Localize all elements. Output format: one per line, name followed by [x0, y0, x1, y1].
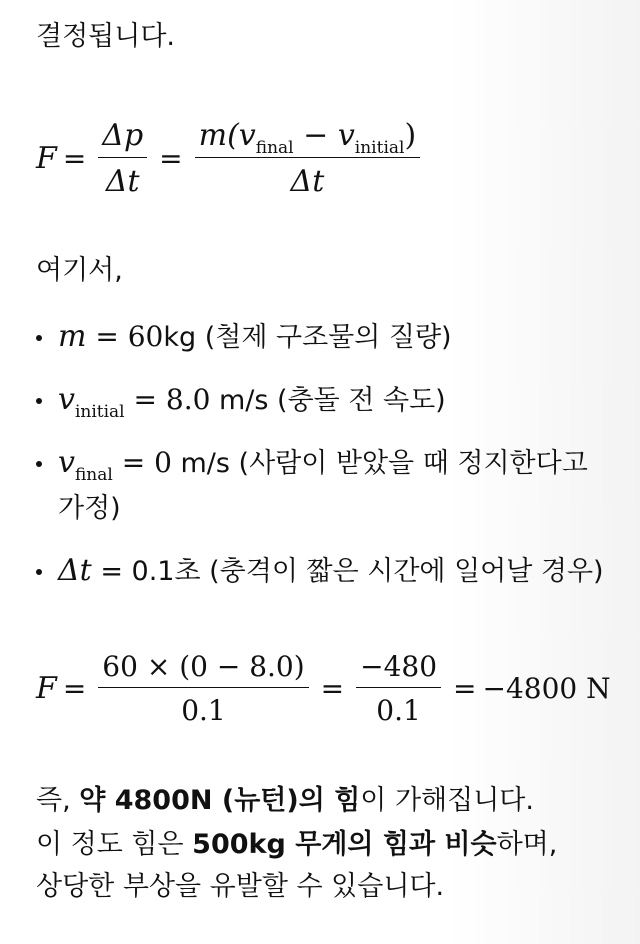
- bullet-v-final-text: m/s (사람이 받았을 때 정지한다고: [171, 448, 588, 479]
- conclusion-l1-c: 이 가해집니다.: [360, 785, 534, 816]
- bullet-dot: [36, 461, 42, 467]
- force-calculation-formula: [36, 650, 611, 727]
- formula2-eq2: =: [320, 672, 345, 705]
- formula1-fraction-2: [195, 118, 421, 199]
- bullet-v-initial-text: m/s (충돌 전 속도): [210, 385, 446, 416]
- bullet-mass: [36, 318, 452, 357]
- bullet-dot: [36, 335, 42, 341]
- formula1-frac1-denominator: Δt: [105, 164, 140, 199]
- formula2-eq1: =: [62, 672, 87, 705]
- conclusion-l1-bold: 약 4800N (뉴턴)의 힘: [79, 785, 361, 816]
- bullet-mass-text: kg (철제 구조물의 질량): [163, 322, 452, 353]
- bullet-mass-var: m: [58, 319, 87, 354]
- formula2-eq3: =: [453, 672, 477, 705]
- conclusion-l2-c: 하며,: [496, 829, 558, 860]
- bullet-v-final-eq: = 0: [112, 446, 172, 479]
- formula1-fraction-1: [98, 118, 147, 199]
- formula1-frac2-denominator: Δt: [290, 164, 325, 199]
- formula2-result: −4800 N: [482, 672, 611, 705]
- formula1-frac1-numerator: Δp: [98, 118, 147, 158]
- bullet-delta-t-var: Δt: [58, 553, 92, 588]
- bullet-v-initial-eq: = 8.0: [124, 383, 211, 416]
- formula2-frac2-numerator: −480: [356, 650, 441, 688]
- bullet-mass-eq: = 60: [86, 320, 164, 353]
- formula2-frac1-denominator: 0.1: [181, 694, 226, 727]
- bullet-dot: [36, 569, 42, 575]
- formula1-eq1: =: [62, 142, 87, 175]
- formula1-lhs: F: [36, 141, 57, 176]
- formula2-frac2-denominator: 0.1: [376, 694, 421, 727]
- conclusion-line-1: [36, 782, 534, 820]
- impulse-formula: [36, 118, 426, 199]
- formula1-frac2-prefix: m(v: [198, 118, 256, 153]
- formula2-fraction-1: [98, 650, 308, 727]
- formula2-frac1-numerator: 60 × (0 − 8.0): [98, 650, 308, 688]
- bullet-v-initial-var: v: [58, 382, 75, 417]
- formula2-lhs: F: [36, 671, 57, 706]
- conclusion-l2-bold: 500kg 무게의 힘과 비슷: [192, 829, 497, 860]
- formula1-frac2-suffix: ): [404, 118, 417, 153]
- intro-text-line: 결정됩니다.: [36, 21, 175, 52]
- formula1-frac2-sub-initial: initial: [354, 138, 405, 158]
- conclusion-l2-a: 이 정도 힘은: [36, 829, 193, 860]
- formula1-frac2-numerator: [195, 118, 421, 158]
- bullet-v-final-continuation: 가정): [58, 493, 121, 524]
- conclusion-line-3: 상당한 부상을 유발할 수 있습니다.: [36, 871, 445, 902]
- bullet-v-final-sub: final: [74, 465, 113, 485]
- formula1-frac2-mid: − v: [293, 118, 355, 153]
- bullet-delta-t: [36, 552, 604, 591]
- conclusion-l1-a: 즉,: [36, 785, 80, 816]
- formula2-fraction-2: [356, 650, 441, 727]
- bullet-delta-t-text: = 0.1초 (충격이 짧은 시간에 일어날 경우): [91, 556, 604, 587]
- bullet-v-final-var: v: [58, 445, 75, 480]
- where-label: 여기서,: [36, 255, 123, 286]
- bullet-dot: [36, 398, 42, 404]
- conclusion-line-2: [36, 826, 557, 864]
- formula1-frac2-sub-final: final: [255, 138, 294, 158]
- formula1-eq2: =: [159, 142, 183, 175]
- bullet-v-initial: [36, 381, 446, 423]
- bullet-v-initial-sub: initial: [74, 402, 125, 422]
- bullet-v-final: [36, 444, 588, 486]
